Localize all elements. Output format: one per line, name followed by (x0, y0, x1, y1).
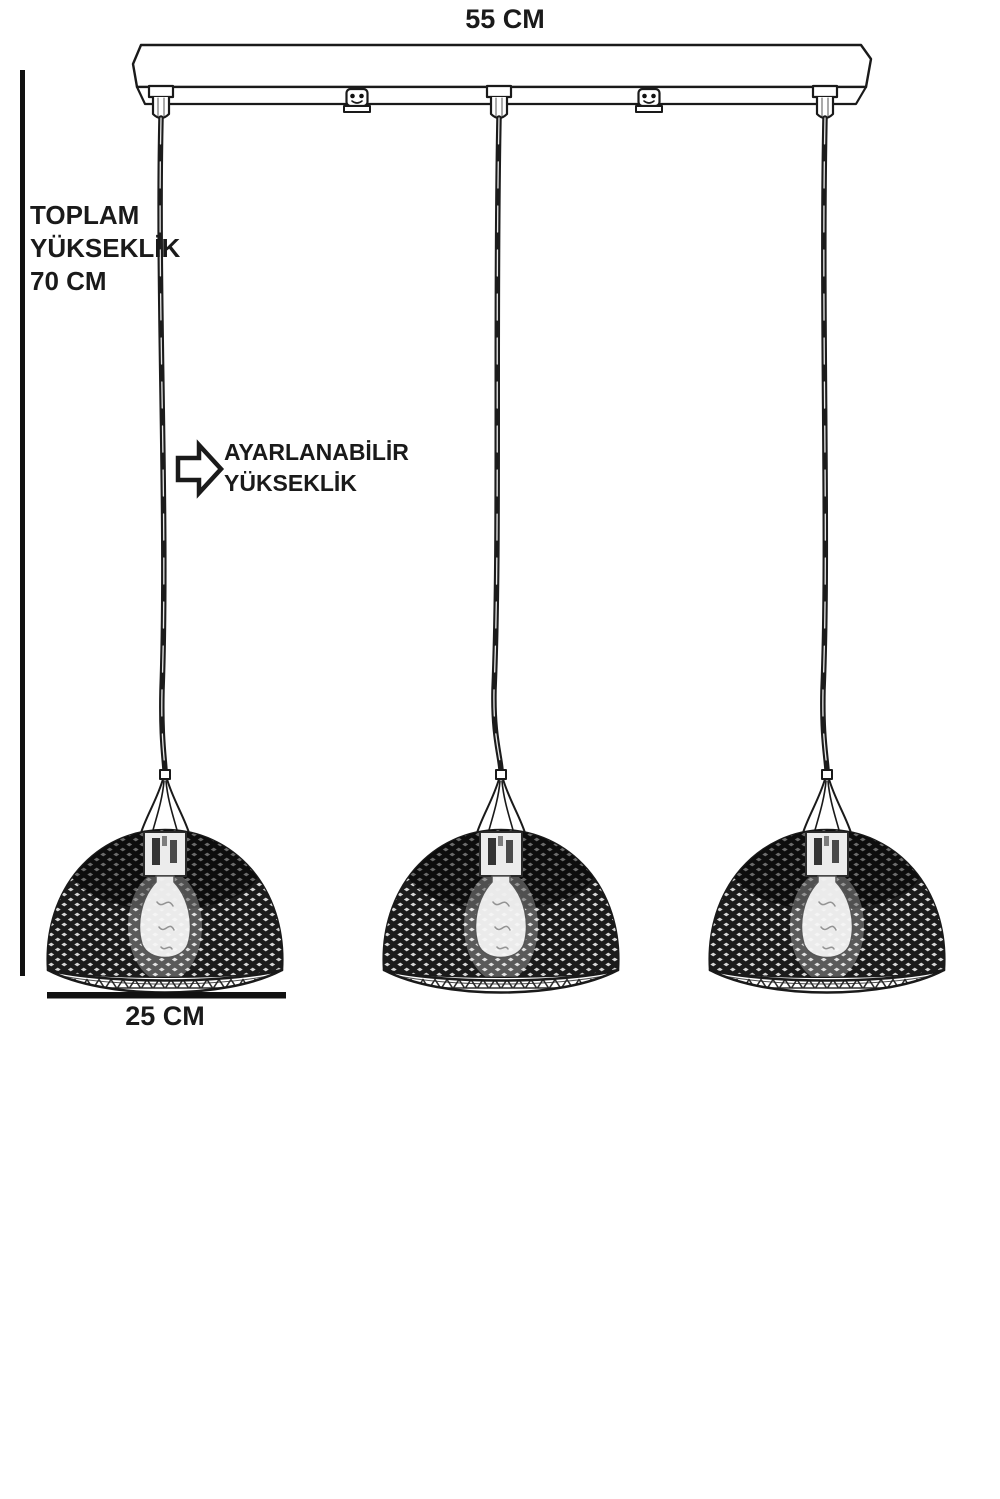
cord-gland (149, 86, 173, 118)
pendant-lamp (710, 770, 945, 993)
total-height-label-line2: YÜKSEKLİK (30, 233, 181, 263)
adjustable-height-label-line1: AYARLANABİLİR (224, 439, 409, 465)
mounting-clip (344, 89, 370, 112)
mounting-clip (636, 89, 662, 112)
pendant-lamp (384, 770, 619, 993)
total-height-measure-line (20, 70, 25, 976)
cord-gland (813, 86, 837, 118)
pendant-lamp (48, 770, 283, 993)
bar-width-label: 55 CM (465, 4, 545, 34)
shade-width-label: 25 CM (125, 1001, 205, 1031)
adjustable-height-label (224, 437, 409, 499)
hanging-cable (494, 118, 501, 770)
total-height-label-line1: TOPLAM (30, 200, 140, 230)
adjustable-height-label-line2: YÜKSEKLİK (224, 470, 357, 496)
shade-width-measure-line (47, 992, 286, 999)
total-height-label (30, 199, 180, 298)
total-height-label-line3: 70 CM (30, 266, 107, 296)
cord-gland (487, 86, 511, 118)
hanging-cable (823, 118, 827, 770)
right-arrow-icon (178, 445, 221, 493)
